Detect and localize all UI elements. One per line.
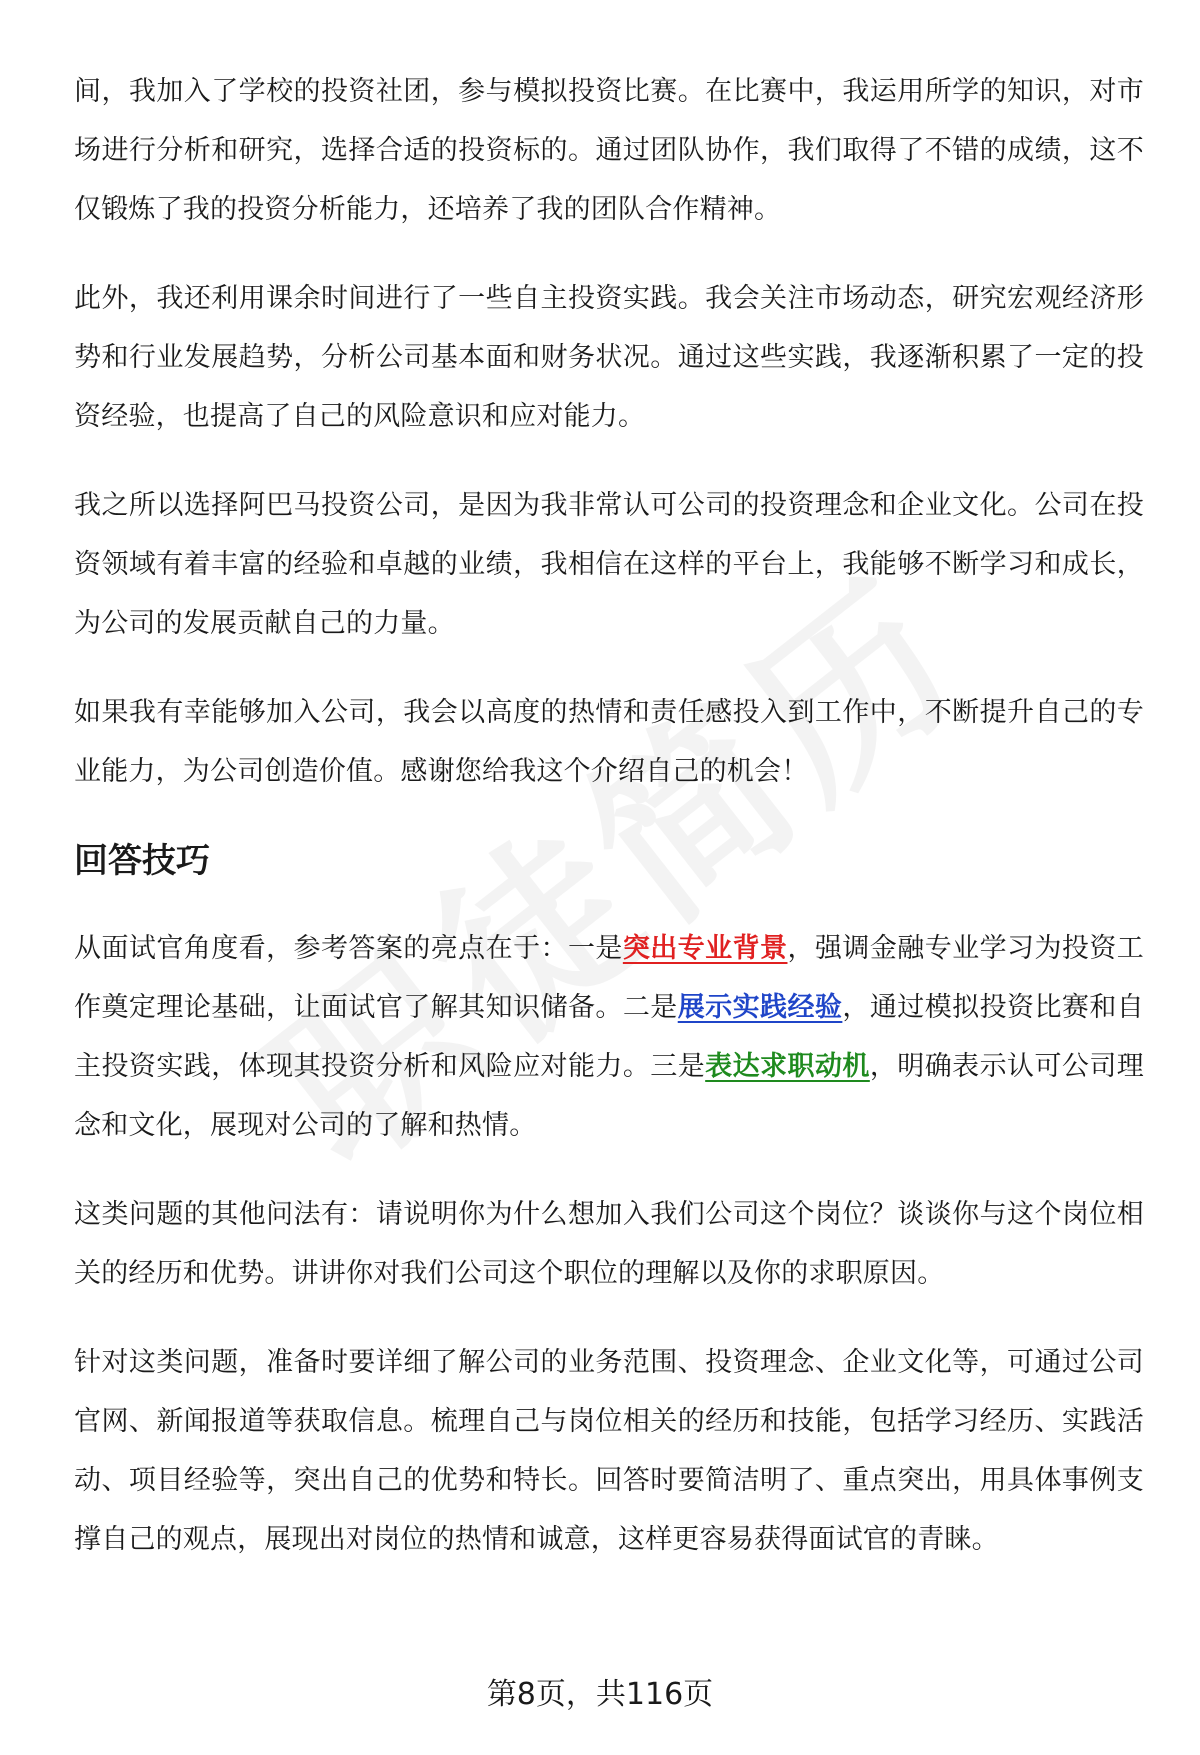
paragraph-company-choice: 我之所以选择阿巴马投资公司，是因为我非常认可公司的投资理念和企业文化。公司在投资领域有着丰富的经验和卓越的业绩，我相信在这样的平台上，我能够不断学习和成长，为公司的发展贡献自己的力量。 xyxy=(74,490,1144,639)
paragraph-self-investment: 此外，我还利用课余时间进行了一些自主投资实践。我会关注市场动态，研究宏观经济形势和行业发展趋势，分析公司基本面和财务状况。通过这些实践，我逐渐积累了一定的投资经验，也提高了自己的风险意识和应对能力。 xyxy=(74,283,1144,432)
tips-text-1: 从面试官角度看，参考答案的亮点在于：一是 xyxy=(74,933,623,964)
tips-text-2: ，强调金融专业学习为投资工作奠定理论基础，让面试官了解其知识储备。二是 xyxy=(74,933,1145,1023)
highlight-professional-background: 突出专业背景 xyxy=(622,933,788,964)
page-content xyxy=(74,62,1144,1599)
paragraph-closing: 如果我有幸能够加入公司，我会以高度的热情和责任感投入到工作中，不断提升自己的专业能力，为公司创造价值。感谢您给我这个介绍自己的机会！ xyxy=(74,697,1144,787)
paragraph-preparation-advice: 针对这类问题，准备时要详细了解公司的业务范围、投资理念、企业文化等，可通过公司官网、新闻报道等获取信息。梳理自己与岗位相关的经历和技能，包括学习经历、实践活动、项目经验等，突出自己的优势和特长。回答时要简洁明了、重点突出，用具体事例支撑自己的观点，展现出对岗位的热情和诚意，这样更容易获得面试官的青睐。 xyxy=(74,1347,1144,1555)
section-title-answer-tips: 回答技巧 xyxy=(74,841,210,881)
paragraph-alternative-questions: 这类问题的其他问法有：请说明你为什么想加入我们公司这个岗位？谈谈你与这个岗位相关的经历和优势。讲讲你对我们公司这个职位的理解以及你的求职原因。 xyxy=(74,1199,1144,1289)
tips-text-4: ，明确表示认可公司理念和文化，展现对公司的了解和热情。 xyxy=(74,1051,1145,1141)
tips-text-3: ，通过模拟投资比赛和自主投资实践，体现其投资分析和风险应对能力。三是 xyxy=(74,992,1144,1082)
highlight-practical-experience: 展示实践经验 xyxy=(677,992,843,1023)
page-number-footer: 第8页，共116页 xyxy=(486,1677,714,1712)
paragraph-tips xyxy=(74,919,1144,1155)
paragraph-investment-club: 间，我加入了学校的投资社团，参与模拟投资比赛。在比赛中，我运用所学的知识，对市场进行分析和研究，选择合适的投资标的。通过团队协作，我们取得了不错的成绩，这不仅锻炼了我的投资分析能力，还培养了我的团队合作精神。 xyxy=(74,76,1144,225)
highlight-job-motivation: 表达求职动机 xyxy=(705,1051,870,1082)
